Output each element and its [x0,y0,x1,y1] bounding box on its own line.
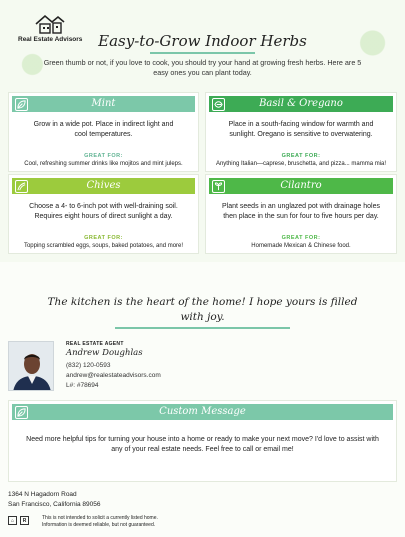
card-title: Chives [86,180,121,191]
card-description: Plant seeds in an unglazed pot with drainage holes then place in the sun for four to five hours per day. [222,203,380,220]
logo-text: Real Estate Advisors [18,36,83,43]
herb-card-basil-oregano [205,92,397,172]
page-title: Easy-to-Grow Indoor Herbs [98,32,307,50]
intro-text: Green thumb or not, if you love to cook, you should try your hand at growing fresh herbs. Here are 5 easy ones you can plant today. [43,58,362,77]
address-line-2: San Francisco, California 89056 [8,501,101,508]
great-for-label: GREAT FOR: [281,153,321,159]
card-header [209,96,393,112]
house-logo-icon [34,12,66,34]
card-header [12,178,195,194]
agent-photo [8,341,54,391]
card-title: Cilantro [280,180,322,191]
agent-phone[interactable]: (832) 120-0593 [66,362,111,369]
office-address [8,490,101,510]
agent-license: L#: #78694 [66,382,99,389]
custom-message-card [8,400,397,482]
message-body: Need more helpful tips for turning your house into a home or ready to make your next move? I'd love to assist with any of your real estate needs. Feel free to call or email me! [26,436,379,453]
card-header [12,96,195,112]
disclaimer-line-1: This is not intended to solicit a currently listed home. [42,515,158,521]
quote-divider [115,327,290,329]
address-line-1: 1364 N Hagadorn Road [8,491,77,498]
agent-email[interactable]: andrew@realestateadvisors.com [66,372,161,379]
great-for-text: Topping scrambled eggs, soups, baked potatoes, and more! [23,243,184,249]
card-description: Choose a 4- to 6-inch pot with well-draining soil. Requires eight hours of direct sunlight a day. [29,203,178,220]
card-header [209,178,393,194]
card-description: Grow in a wide pot. Place in indirect light and cool temperatures. [33,121,174,138]
title-divider [150,52,255,54]
card-description: Place in a south-facing window for warmth and sunlight. Oregano is sensitive to overwatering. [228,121,374,138]
legal-icons [8,516,29,525]
disclaimer-line-2: Information is deemed reliable, but not guaranteed. [42,522,156,528]
great-for-label: GREAT FOR: [84,235,123,241]
great-for-label: GREAT FOR: [281,235,321,241]
herb-card-cilantro [205,174,397,254]
agent-name: Andrew Doughlas [66,348,143,358]
message-header [12,404,393,420]
quote-text: The kitchen is the heart of the home! I hope yours is filled with joy. [47,296,358,323]
great-for-text: Homemade Mexican & Chinese food. [251,243,351,249]
message-title: Custom Message [159,406,246,417]
disclaimer [42,515,158,529]
herb-card-mint [8,92,199,172]
great-for-text: Anything Italian—caprese, bruschetta, and pizza... mamma mia! [215,161,387,167]
card-title: Basil & Oregano [259,98,343,109]
great-for-text: Cool, refreshing summer drinks like mojitos and mint juleps. [24,161,183,167]
herb-card-chives [8,174,199,254]
realtor-icon: R [20,516,29,525]
agent-role-label: REAL ESTATE AGENT [66,341,124,347]
great-for-label: GREAT FOR: [84,153,123,159]
card-title: Mint [91,98,116,109]
equal-housing-icon: ⌂ [8,516,17,525]
